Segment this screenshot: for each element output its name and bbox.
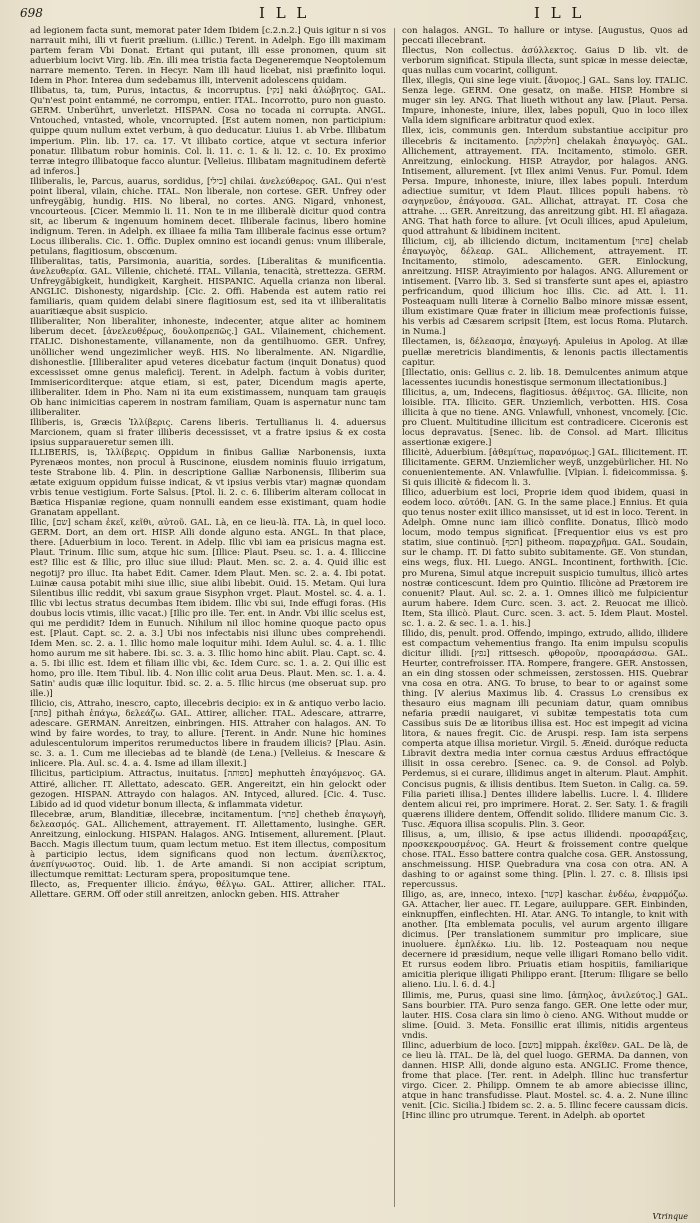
entry-illiberaliter: Illiberaliter, Non liberaliter, inhoneste, indecenter, atque aliter ac hominem liberum decet. [ἀνελευθέρως, δουλοπρεπῶς.] GAL. Vilainement, chichement. ITALIC. Dishonestamente, villanamente, non da gentilhuomo. GER. Unfrey, unöllicher wend ungezimlicher weyß. HIS. No liberalmente. AN. Nigardlie, dishonestlie. [Illiberaliter apud veteres dicebatur factum (inquit Donatus) quod excessisset omne genus maleficij. Terent. in Adelph. factum à vobis duriter, Immisericorditerque: atque etiam, si est, pater, Dicendum magis aperte, illiberaliter. Idem in Pho. Nam ni ita eum existimassem, nunquam tam grauęis Ob hanc inimicitias caperem in nostram familiam, Quam is aspernatur nunc tam illiberaliter. [30, 317, 386, 418]
entry-illectus: Illectus, Non collectus. ἀσύλλεκτος. Gaius D lib. vlt. de verborum significat. Stipula illecta, sunt spicæ in messe deiectæ, quas nullas cum vocarint, colligunt. [402, 46, 688, 77]
entry-illicio: Illicio, cis, Attraho, inescro, capto, illecebris decipio: ex in & antiquo verbo lacio. [פתה] pithah ἐπάγω, δελεάζω. GAL. Attirer, allicher. ITAL. Adescare, attrarre, adescare. GERMAN. Anreitzen, einbringen. HIS. Attraher con halagos. AN. To wind by faire wordes, to tray, to allure. [Terent. in Andr. Nune hic homines adulescentulorum imperitos rerumeductos libere in fraudem illicis? [Plau. Asin. sc. 3. a. 1. Cum me illeciebas ad te blandè (de Lena.) [Velleius. & Inescare & inlicere. Pla. Aul. sc. 4. a. 4. Isme ad illam illexit.] [30, 699, 386, 770]
entry-illiberalitas: Illiberalitas, tatis, Parsimonia, auaritia, sordes. [Liberalitas & munificentia. ἀνελευθερία. GAL. Villenie, chicheté. ITAL. Villania, tenacità, strettezza. GERM. Unfreygäbigkeit, hundigkeit, Kargheit. HISPANIC. Aquella crianza non liberal. ANGLIC. Dishonesty, nigardship. [Cic. 2. Offi. Habenda est autem ratio rei familiaris, quam quidem delabi sinere flagitiosum est, sed ita vt illiberalitatis auaritiæque absit suspicio. [30, 257, 386, 318]
column-divider [394, 28, 395, 1207]
running-header [14, 4, 690, 26]
entry-illicitus: Illicitus, a, um, Indecens, flagitiosus. ἀθέμιτος. GA. Illicite, non loisible. ITA. Illicito. GER. Unziemlich, verbotten. HIS. Cosa illicita à que no tiene. ANG. Vnlawfull, vnhonest, vncomely. [Cic. pro Cluent. Multitudine illicitum est contradicere. Ciceronis est locus depravatus. [Senec. lib. de Consol. ad Mart. Illicitus assertionæ exigere.] [402, 387, 688, 448]
entry-illisus: Illisus, a, um, illisio, & ipse actus illidendi. προσαράξεις, προσκεκρουσμένος. GA. Heurt & froissement contre quelque chose. ITAL. Esso battere contra qualche cosa. GER. Anstossung, anschmeissung. HISP. Quebradura vna cosa con otra. AN. A dashing to or against some thing. [Plin. l. 27. c. 8. Illisis ipsi repercussus. [402, 829, 688, 890]
left-column [30, 26, 386, 1209]
right-column [402, 26, 688, 1209]
entry-illicium: Illicium, cij, ab illiciendo dictum, incitamentum [פתוי] chelab ἐπαγωγὸς, δέλεαρ. GAL. Allichement, attrayement. IT. Incitamento, stimolo, adescamento. GER. Einlockung, anreitzung. HISP. Atrayimiento por halagos. ANG. Allurement or intisement. [Varro lib. 3. Sed si transferte sunt apes ei, apiastro perfricandum, quod illicium hoc illis. Cic. ad Att. l. 11. Posteaquam nulli literæ à Cornelio Balbo minore missæ essent, illum existimare Quæ frater in illicium meæ profectionis fuisse, his verbis ad Cæsarem scripsit [Item, est locus Roma. Plutarch. in Numa.] [402, 236, 688, 338]
entry-illectatio: [Illectatio, onis: Gellius c. 2. lib. 18. Demulcentes animum atque lacessentes iucundis honestisque sermonum illectationibus.] [402, 367, 688, 388]
entry-illigo: Illigo, as, are, inneco, intexo. [קשר] kaschar. ἐνδέω, ἐναρμόζω. GA. Attacher, lier auec. IT. Legare, auiluppare. GER. Einbinden, einknupffen, einflechten. HI. Atar. ANG. To intangle, to knit with another. [Ita emblemata poculis, vel aurum argento illigare dicimus. [Per translationem summitur pro implicare, siue inuoluere. ἐμπλέκω. Liu. lib. 12. Posteaquam nou neque decernere id præsidium, neque velle illigari Romano bello vidit. Et rursus eodem libro. Priuatis etiam hospitiis, familiarique amicitia plerique illigati Philippo erant. [Iterum: Illigare se bello alieno. Liu. l. 6. d. 4.] [402, 890, 688, 991]
entry-illic-intro: ad legionem facta sunt, memorat pater Idem Ibidem [c.2.n.2.] Quis igitur n si vos narrauit mihi, illi vt fuerit prælium. (i.illic.) Terent. in Adelph. Ego illi maximam partem feram Vbi Donat. Ertant qui putant, illi esse pronomen, quum sit aduerbium locivt Virg. lib. Æn. illi mea tristia facta Degeneremque Neoptolemum narrare memento. Teren. in Hecyr. Nam illi haud licebat, nisi præfinito loqui. Idem in Phor. Interea dum sedebamus illi, intervenit adolescens quidam. [30, 26, 386, 87]
catchword: Vtrinque [652, 1212, 688, 1221]
entry-illecebrae: Illecebræ, arum, Blanditiæ, illecebræ, incitamentum. [פתוי] chetheb ἐπαγωγὴ, δελεασμός. GAL. Allichement, attrayement. IT. Allettamento, lusinghe. GER. Anreitzung, einlockung. HISPAN. Halagos. ANG. Intisement, allurement. [Plaut. Bacch. Magis illectum tuum, quam lectum metuo. Est item illectus, compositum à participio lectus, idem significans quod non lectum. ἀνεπίλεκτος, ἀνεπίγνωστος. Ouid. lib. 1. de Arte amandi. Si non accipiat scriptum, illectumque remittat: Lecturam spera, propositumque tene. [30, 809, 386, 880]
entry-illic: Illic, [שם] scham ἐκεῖ, κεῖθι, αὐτοῦ. GAL. Là, en ce lieu-là. ITA. Là, in quel loco. GERM. Dort, an dem ort. HISP. Alli donde alguno esta. ANGL. In that place, there. [Aduerbium in loco. Terent. in Adelp. Illic vbi iam ea prisicus magna est. Plaut. Trinum. Illic sum, atque hic sum. [Illice: Plaut. Pseu. sc. 1. a. 4. Illiccine est? Illic est & Illic, pro illuc siue illud: Plaut. Men. sc. 2. a. 4. Quid illic est negotij? pro illuc. Ita habet Edit. Camer. Idem Plaut. Men. sc. 2. a. 4. Ibi potat. Luinæ causa potabit mihi siue illic, siue alibi libebit. Ouid. 15. Metam. Qui lura Silentibus illic reddit, vbi saxum graue Sisyphon vrget. Plaut. Mostel. sc. 4. a. 1. Illic vbi lectus stratus decumbas Item ibidem. Illic vbi sui, Inde effugi foras. (His doubus locis vtimis, illic vacat.) [Illic pro ille. Ter. ent. in Andr. Vbi illic scelus est, qui me perdidit? Idem in Eunuch. Nihilum nil illoc homine quoque pacto opus est. [Plaut. Capt. sc. 2. a. 3.] Ubi nos infectabis nisi illunc ubes comprehendi. Idem Men. sc. 2. a. 1. Illic homo male loquitur mihi. Idem Aulul. sc. 4. a. 1. Illic homo aurum me sit habere. Ibi. sc. 3. a. 3. Illic homo hinc abiit. Plau. Capt. sc. 4. a. 5. Ibi illic est. Idem et filiam illic vbi, &c. Idem Curc. sc. 1. a. 2. Qui illic est homo, pro ille. Item Tibul. lib. 4. Non illic colit arua Deus. Plaut. Men. sc. 1. a. 4. Satin' audis quæ illic loquitur. Ibid. sc. 2. a. 5. Illic hircus (me obseruat sup. pro ille.)] [30, 518, 386, 700]
entry-illimis: Illimis, me, Purus, quasi sine limo. [ἀπηλος, ἀνιλεύτος.] GAL. Sans bourbier. ITA. Puro senza fango. GER. One lette oder mur, lauter. HIS. Cosa clara sin limo ò cieno. ANG. Without mudde or slime. [Ouid. 3. Meta. Fonsillic erat illimis, nitidis argenteus vndis. [402, 990, 688, 1041]
entry-illibatus: Illibatus, ta, tum, Purus, intactus, & incorruptus. [נקי] naki ἀλώβητος. GAL. Qu'n'est point entammé, ne corrompu, entier. ITAL. Incorrotto, puro non guasto. GERM. Unberührt, unverletzt. HISPAN. Cosa no tocada ni corrupta. ANGL. Vntouched, vntasted, whole, vncorrupted. [Est autem nomen, non participium: quippe quum nullum extet verbum, à quo deducatur. Liuius 1. ab Vrbe. Illibatum imperium. Plin. lib. 17. ca. 17. Vt illibato cortice, atque vt sectura inferior ponatur. Illibatum robur hominis. Col. li. 11. c. 1. & li. 12. c. 10. Ex proximo terræ integro illibatoque facco aluntur. [Velleius. Illibatam magnitudinem defertè ad inferos.] [30, 86, 386, 177]
entry-illico: Illico, aduerbium est loci, Proprie idem quod ibidem, quasi in eodem loco. αὐτόθι. [AN. G. In the same place.] Ennius. Et quia quo tenus noster exiit illico mansisset, ut id est in loco. Terent. in Adelph. Omne nunc iam illicò conflite. Donatus, Illicò modo locum, modo tempus significat. [Frequentior eius vs est pro statim, siue continuò. [תכף] pitheom. παραχρῆμα. GAL. Soudain, sur le champ. IT. Di fatto subito subitamente. GE. Von stundan, eins wegs, flux. HI. Luego. ANGL. Incontinent, forthwith. [Cic. pro Murena, Simul atque increpuit suspicio tumultus, illicò artes nostræ conticescunt. Idem pro Quintio. Illicòne ad Prætorem ire conuenit? Plaut. Aul. sc. 2. a. 1. Omnes illicò me fulpicientur aurum habere. Idem Curc. scen. 3. act. 2. Reuocat me illicò. Item, Sta illicò. Plaut. Curc. scen. 3. act. 5. Idem Plaut. Mostel. sc. 1. a. 2. & sec. 1. a. 1. his.] [402, 488, 688, 629]
entry-illecto-cont: con halagos. ANGL. To hallure or intyse. [Augustus, Quos ad peccati illecebrant. [402, 26, 688, 47]
entry-illiberis-adj: Illiberis, is, Græcis Ἰλλίβερις. Carens liberis. Tertullianus li. 4. aduersus Marcionem, quam si frater illiberis decessisset, vt a fratre ipsius & ex costa ipsius supparaueretur semen illi. [30, 417, 386, 448]
entry-illicitus-participium: Illicitus, participium. Attractus, inuitatus. [מפותה] mephutteh ἐπαγόμενος. GA. Attiré, allicher. IT. Allettato, adescato. GER. Angereitzt, ein hin gelockt oder gezogen. HISPAN. Attraydo con halagos. AN. Intyced, allured. [Cic. 4. Tusc. Libido ad id quod videtur bonum illecta, & inflammata videtur. [30, 769, 386, 810]
entry-illiberis-oppidum: ILLIBERIS, is, Ἰλλίβερις. Oppidum in finibus Galliæ Narbonensis, iuxta Pyrenæos montes, non procul à Ruscinone, eiusdem nominis fluuio irrigatum, teste Strabone lib. 4. Plin. in descriptione Galliæ Narbonensis, Illiberim sua ætate exiguum oppidum fuisse indicat, & vt ipsius verbis vtar) magnæ quondam vrbis tenue vestigium. Forte Salsus. [Ptol. li. 2. c. 6. Illiberim alteram collocat in Bætica Hispaniæ regione, quam nonnulli eandem esse existimant, quam hodie Granatam appellant. [30, 447, 386, 519]
entry-illinc: Illinc, aduerbium de loco. [משם] mippah. ἐκεῖθεν. GAL. De là, de ce lieu là. ITAL. De là, del quel luogo. GERMA. Da dannen, von dannen. HISP. Alli, donde alguno esta. ANGLIC. Frome thence, frome that place. [Ter. rent. in Adelph. Illinc huc transfertur virgo. Cicer. 2. Philipp. Omnem te ab amore abiecisse illinc, atque in hanc transfudisse. Plaut. Mostel. sc. 4. a. 2. Nune illinc venit. [Cic. Sicilia.] Ibidem sc. 2. a. 5. Illinc fecere caussam dicis. [Hinc illinc pro utrumque. Terent. in Adelph. ab oportet [402, 1040, 688, 1122]
entry-illectamen: Illectamen, is, δέλεασμα, ἐπαγωγή. Apuleius in Apolog. At illæ puellæ meretricis blandimentis, & lenonis pactis illectamentis capitur. [402, 337, 688, 368]
entry-illecto: Illecto, as, Frequenter illicio. ἐπάγω, θέλγω. GAL. Attirer, allicher. ITAL. Allettare. GERM. Off oder still anreitzen, anlockn geben. HIS. Attraher [30, 879, 386, 901]
entry-illex-icis: Illex, icis, communis gen. Interdum substantiue accipitur pro illecebris & incitamento. [חלקלקה] chelakah ἐπαγωγὸς. GAL. Allichement, attrayement. ITA. Incitamento, stimolo. GER. Anreitzung, einlockung. HISP. Atraydor, por halagos. ANG. Intisement, allurement. [vt Illex animi Venus. Fur. Pomul. Idem Persa. Impure, inhoneste, iniure, illex labes populi. Interdum adiectiue sumitur, vt Idem Plaut. Illices populi habens. τὸ σαγηνεῦον, ἐπάγουσα. GAL. Allichat, attrayat. IT. Cosa che attrahe. ... GER. Anreitzung, das anreitzung gibt. HI. El añagaza. ANG. That hath force to allure. [vt Oculi illices, apud Apuleium, quod attrahunt & libidinem incitent. [402, 126, 688, 237]
header-word-left: I L L [259, 4, 310, 22]
header-word-right: I L L [534, 4, 585, 22]
entry-illido: Illido, dis, penult. prod. Offendo, impingo, extrudo, allido, illidere est compactum vehementius frango. Ita enim impulsu scopulis dicitur illidi. [נפץ] rittsesch. φθοροῦν, προσαράσσω. GAL. Heurter, contrefroisser. ITA. Rompere, frangere. GER. Anstossen, an ein ding stossen oder schmeissen, zerstossen. HIS. Quebrar vna cosa en otra. ANG. To bruse, to bear to or against some thing. [V alerius Maximus lib. 4. Crassus Lo crensibus ex thesauro eius magnam illi pecuniam datur, quam omnibus nefaria prædii nauigaret, vi subitæ tempestatis tota cum Cassibus suis De æ litoribus illisa est. Hoc est impegit ad vicina litora, & naues fregit. Cic. de Aruspi. resp. Iam ista serpens comperta atque illisa morietur. Virgil. 5. Æneid. duróque reducta Libravit dextra media inter cornua cæstus Arduus effractóque illisit in ossa cerebro. [Senec. ca. 9. de Consol. ad Polyb. Perdemus, si ei curare, illidimus anget in alterum. Plaut. Amphit. Concisus pugnis, & illisis dentibus. Item Sueton. in Calig. ca. 59. Filia parieti illisa.] Dentes illidere labellis. Lucre. l. 4. Illidere dentem alicui rei, pro imprimere. Horat. 2. Ser. Saty. 1. & fragili quærens illidere dentem, Offendit solido. Illidere manum Cic. 3. Tusc. Æquora illisa scopulis. Plin. 3. Geor. [402, 628, 688, 830]
entry-illicite: Illicitè, Aduerbium. [ἀθεμίτως, παρανόμως.] GAL. Illicitement. IT. Illicitamente. GERM. Unziemlicher weyß, unzgebürlicher. HI. No conuenientemente. AN. Vnlawfullie. [Vlpian. l. fideicommissa. §. Si quis illicitè & fidecom li. 3. [402, 447, 688, 489]
entry-illiberalis: Illiberalis, le, Parcus, auarus, sordidus, [כילי] chilai. ἀνελεύθερος. GAL. Qui n'est point liberal, vilain, chiche. ITAL. Non liberale, non cortese. GER. Unfrey oder unfreygäbig, hundig. HIS. No liberal, no cortes. ANG. Nigard, vnhonest, vncourteous. [Cicer. Memmio li. 11. Non te in me illiberalè dicitur quod contra sit, ac liberum & ingenuum hominem decet. Illiberale facinus, libero homine indignum. Teren. in Adelph. ex illiaee fa milia Tam illiberale facinus esse ortum? Locus illiberalis. Cic. 1. Offic. Duplex omnino est iocandi genus: vnum illiberale, petulans, flagitiosum, obscœnum. [30, 176, 386, 258]
entry-illex-legis: Illex, illegis, Qui sine lege viuit. [ἄνομος.] GAL. Sans loy. ITALIC. Senza lege. GERM. One gesatz, on maße. HISP. Hombre si muger sin ley. ANG. That liueth without any law. [Plaut. Persa. Impure, inhoneste, iniure, illex, labes populi, Quo in loco illex Valla idem significare arbitratur quod exlex. [402, 76, 688, 127]
page-number: 698 [20, 6, 43, 20]
